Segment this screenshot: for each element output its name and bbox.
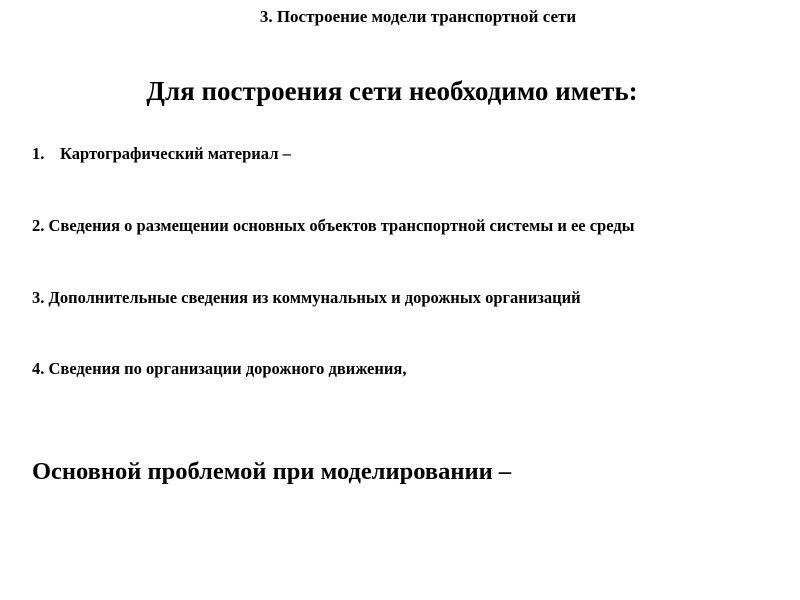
- list-item-text: Картографический материал –: [60, 144, 291, 163]
- slide-heading: Для построения сети необходимо иметь:: [146, 76, 638, 106]
- list-item: 4. Сведения по организации дорожного движения,: [32, 359, 407, 378]
- list-item: 2. Сведения о размещении основных объектов транспортной системы и ее среды: [32, 216, 635, 235]
- section-title: 3. Построение модели транспортной сети: [259, 7, 577, 26]
- problem-statement: Основной проблемой при моделировании –: [32, 458, 512, 485]
- list-item-number: 1.: [32, 144, 45, 163]
- list-item: [32, 144, 291, 164]
- list-item: 3. Дополнительные сведения из коммунальных и дорожных организаций: [32, 288, 581, 307]
